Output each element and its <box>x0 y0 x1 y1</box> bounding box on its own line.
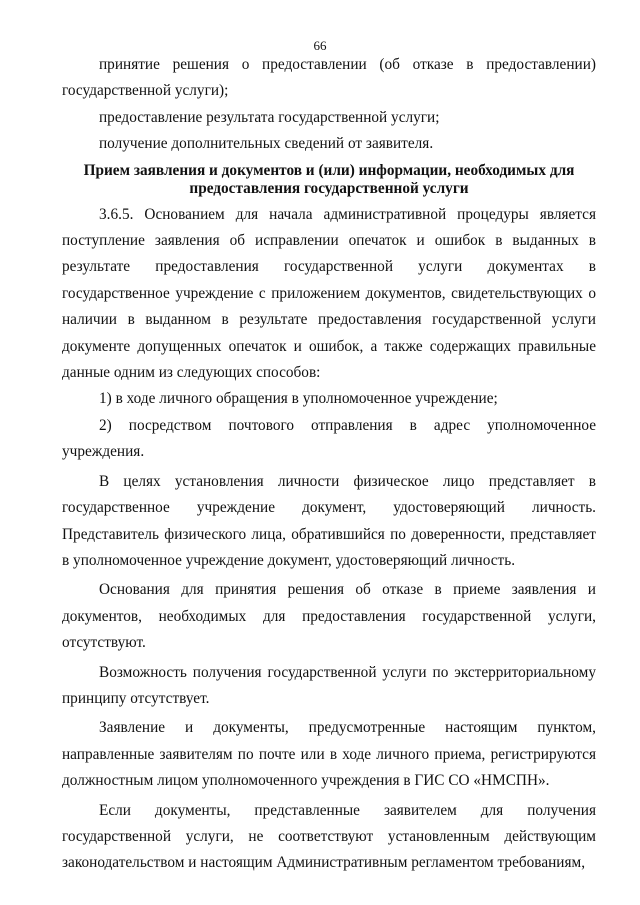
paragraph: Заявление и документы, предусмотренные настоящим пунктом, направленные заявителям по почте или в ходе личного приема, регистрируются должностным лицом уполномоченного учреждения в ГИС СО «НМСПН». <box>62 719 596 790</box>
paragraph: 1) в ходе личного обращения в уполномоченное учреждение; <box>99 390 498 408</box>
paragraph: Основания для принятия решения об отказе в приеме заявления и документов, необходимых для предоставления государственной услуги, отсутствуют. <box>62 581 596 652</box>
paragraph: Если документы, представленные заявителем для получения государственной услуги, не соответствуют установленным действующим законодательством и настоящим Административным регламентом требованиям, <box>62 801 596 872</box>
list-item: предоставление результата государственной услуги; <box>99 108 440 126</box>
list-item: принятие решения о предоставлении (об отказе в предоставлении) государственной услуги); <box>62 56 596 100</box>
paragraph: 3.6.5. Основанием для начала административной процедуры является поступление заявления об исправлении опечаток и ошибок в выданных в результате предоставления государственной услуги документах в государственное учреждение с приложением документов, свидетельствующих о наличии в выданном в результате предоставления государственной услуги документе допущенных опечаток и ошибок, а также содержащих правильные данные одним из следующих способов: <box>62 205 596 382</box>
paragraph: В целях установления личности физическое лицо представляет в государственное учреждение документ, удостоверяющий личность. Представитель физического лица, обратившийся по доверенности, представляет в уполномоченное учреждение документ, удостоверяющий личность. <box>62 472 596 569</box>
page-number: 66 <box>313 38 327 53</box>
paragraph: 2) посредством почтового отправления в адрес уполномоченное учреждения. <box>62 416 596 461</box>
list-item: получение дополнительных сведений от заявителя. <box>99 135 434 153</box>
document-body <box>62 52 596 877</box>
section-heading: Прием заявления и документов и (или) информации, необходимых для предоставления государственной услуги <box>83 161 575 198</box>
paragraph: Возможность получения государственной услуги по экстерриториальному принципу отсутствует. <box>62 663 596 707</box>
